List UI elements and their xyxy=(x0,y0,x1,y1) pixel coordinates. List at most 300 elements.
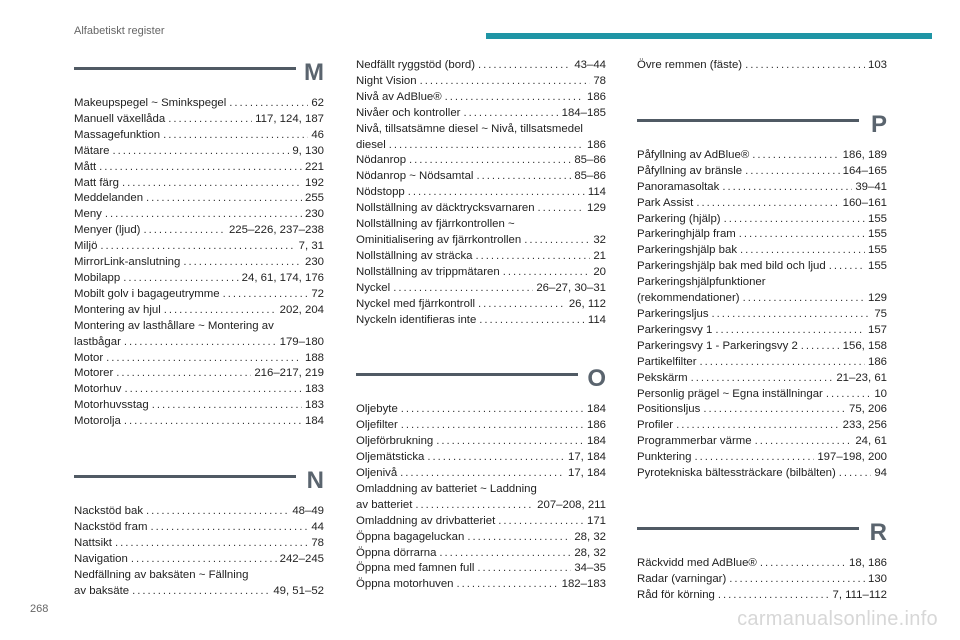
entry-term: Nivå av AdBlue® xyxy=(356,90,442,103)
leader-dots xyxy=(745,58,865,74)
index-entry xyxy=(74,176,324,192)
section-letter: P xyxy=(870,110,887,138)
entry-pages: 114 xyxy=(587,186,606,199)
index-entry xyxy=(637,387,887,403)
leader-dots xyxy=(538,201,584,217)
leader-dots xyxy=(124,414,302,430)
entry-term: Profiler xyxy=(637,419,674,432)
entry-term: Programmerbar värme xyxy=(637,435,752,448)
leader-dots xyxy=(168,112,252,128)
entry-pages: 7, 31 xyxy=(298,240,324,253)
entry-term: Personlig prägel ~ Egna inställningar xyxy=(637,387,823,400)
leader-dots xyxy=(105,207,302,223)
leader-dots xyxy=(801,339,840,355)
leader-dots xyxy=(722,180,852,196)
index-entry xyxy=(356,297,606,313)
entry-term: Parkering (hjälp) xyxy=(637,212,721,225)
entry-pages: 129 xyxy=(867,292,887,305)
index-entry xyxy=(356,530,606,546)
index-entry xyxy=(74,520,324,536)
index-entry xyxy=(356,265,606,281)
leader-dots xyxy=(760,556,846,572)
leader-dots xyxy=(479,313,585,329)
index-entry xyxy=(637,418,887,434)
entry-pages: 129 xyxy=(586,202,606,215)
index-entry xyxy=(356,185,606,201)
entry-pages: 46 xyxy=(311,128,324,141)
leader-dots xyxy=(715,323,865,339)
entry-pages: 186 xyxy=(586,138,606,151)
index-entry xyxy=(356,434,606,450)
entry-pages: 94 xyxy=(874,467,887,480)
entry-term: Positionsljus xyxy=(637,403,701,416)
index-entry xyxy=(74,207,324,223)
entry-term: Nattsikt xyxy=(74,536,112,549)
leader-dots xyxy=(427,450,565,466)
leader-dots xyxy=(229,96,308,112)
index-entry-line: Parkeringshjälpfunktioner xyxy=(637,276,766,289)
leader-dots xyxy=(122,176,302,192)
entry-pages: 24, 61, 174, 176 xyxy=(241,271,324,284)
entry-term: diesel xyxy=(356,138,386,151)
entry-term: Nyckeln identifieras inte xyxy=(356,313,477,326)
index-entry xyxy=(74,191,324,207)
entry-pages: 225–226, 237–238 xyxy=(228,224,324,237)
page-number: 268 xyxy=(30,603,49,615)
entry-term: Menyer (ljud) xyxy=(74,224,141,237)
index-entry-line: Nedfällning av baksäten ~ Fällning xyxy=(74,568,249,581)
entry-term: Nedfällt ryggstöd (bord) xyxy=(356,59,476,71)
leader-dots xyxy=(729,572,865,588)
leader-dots xyxy=(740,243,865,259)
entry-term: Oljefilter xyxy=(356,419,398,432)
entry-term: Nollställning av trippmätaren xyxy=(356,265,500,278)
index-entry-line: Nollställning av fjärrkontrollen ~ xyxy=(356,218,515,231)
section-letter: N xyxy=(306,467,324,495)
entry-pages: 186 xyxy=(867,355,887,368)
leader-dots xyxy=(498,514,584,530)
entry-term: Manuell växellåda xyxy=(74,112,166,125)
index-entry xyxy=(74,223,324,239)
leader-dots xyxy=(408,185,585,201)
entry-pages: 184 xyxy=(586,435,606,448)
entry-pages: 164–165 xyxy=(842,164,887,177)
entry-term: Motorhuvsstag xyxy=(74,399,149,412)
index-entry xyxy=(637,339,887,355)
entry-term: Påfyllning av bränsle xyxy=(637,164,743,177)
leader-dots xyxy=(724,212,865,228)
leader-dots xyxy=(476,249,591,265)
index-entry xyxy=(74,303,324,319)
leader-dots xyxy=(401,402,584,418)
index-entry xyxy=(356,249,606,265)
index-entry xyxy=(74,144,324,160)
leader-dots xyxy=(223,287,309,303)
entry-term: Oljemätsticka xyxy=(356,451,425,464)
index-entry xyxy=(356,466,606,482)
entry-term: Öppna motorhuven xyxy=(356,578,454,591)
header-accent-bar xyxy=(486,33,932,39)
leader-dots xyxy=(124,335,277,351)
index-entry xyxy=(637,259,887,275)
entry-pages: 21 xyxy=(593,249,606,262)
watermark: carmanualsonline.info xyxy=(737,608,938,630)
index-entry xyxy=(637,307,887,323)
section-rule xyxy=(74,67,296,70)
entry-term: Mätare xyxy=(74,144,110,157)
entry-pages: 34–35 xyxy=(574,562,606,575)
section-letter: M xyxy=(304,59,324,86)
index-entry xyxy=(637,572,887,588)
entry-term: Nödstopp xyxy=(356,186,405,199)
entry-term: Motorhuv xyxy=(74,383,122,396)
leader-dots xyxy=(739,227,865,243)
index-entry xyxy=(74,536,324,552)
entry-pages: 43–44 xyxy=(574,59,606,71)
leader-dots xyxy=(143,223,226,239)
entry-pages: 171 xyxy=(586,514,606,527)
entry-pages: 186 xyxy=(586,419,606,432)
leader-dots xyxy=(415,498,534,514)
entry-pages: 26–27, 30–31 xyxy=(536,281,606,294)
index-entry xyxy=(356,153,606,169)
leader-dots xyxy=(439,546,571,562)
leader-dots xyxy=(676,418,840,434)
entry-term: Nollställning av sträcka xyxy=(356,249,473,262)
index-entry xyxy=(356,546,606,562)
leader-dots xyxy=(400,466,565,482)
entry-pages: 184 xyxy=(304,415,324,428)
entry-pages: 75, 206 xyxy=(848,403,887,416)
entry-pages: 230 xyxy=(304,208,324,221)
entry-pages: 28, 32 xyxy=(574,530,606,543)
leader-dots xyxy=(100,239,295,255)
leader-dots xyxy=(829,259,865,275)
entry-term: Oljebyte xyxy=(356,403,398,416)
entry-pages: 155 xyxy=(867,212,887,225)
entry-term: Miljö xyxy=(74,240,98,253)
leader-dots xyxy=(436,434,584,450)
section-rule xyxy=(637,119,859,122)
entry-term: av baksäte xyxy=(74,584,130,597)
entry-term: Parkeringsvy 1 - Parkeringsvy 2 xyxy=(637,339,798,352)
entry-term: Öppna dörrarna xyxy=(356,546,437,559)
index-entry xyxy=(637,196,887,212)
section-spacer xyxy=(74,430,324,466)
entry-term: Meddelanden xyxy=(74,192,144,205)
index-column-1 xyxy=(74,58,324,599)
leader-dots xyxy=(477,561,571,577)
entry-term: Påfyllning av AdBlue® xyxy=(637,148,750,161)
leader-dots xyxy=(700,355,865,371)
leader-dots xyxy=(389,138,584,154)
entry-term: Makeupspegel ~ Sminkspegel xyxy=(74,97,227,109)
section-spacer xyxy=(356,328,606,364)
entry-pages: 255 xyxy=(304,192,324,205)
entry-pages: 10 xyxy=(874,387,887,400)
entry-pages: 157 xyxy=(867,323,887,336)
index-entry xyxy=(356,498,606,514)
entry-pages: 7, 111–112 xyxy=(832,588,887,601)
index-entry xyxy=(356,450,606,466)
index-entry xyxy=(74,382,324,398)
entry-term: lastbågar xyxy=(74,335,121,348)
leader-dots xyxy=(457,577,559,593)
index-entry xyxy=(74,160,324,176)
entry-term: Öppna med famnen full xyxy=(356,562,475,575)
leader-dots xyxy=(467,530,571,546)
index-entry xyxy=(74,552,324,568)
index-entry xyxy=(74,584,324,600)
index-entry xyxy=(74,112,324,128)
entry-term: Oljenivå xyxy=(356,467,398,480)
entry-pages: 72 xyxy=(311,287,324,300)
entry-pages: 75 xyxy=(874,307,887,320)
index-entry xyxy=(74,366,324,382)
entry-term: Nödanrop ~ Nödsamtal xyxy=(356,170,474,183)
entry-pages: 197–198, 200 xyxy=(817,451,887,464)
index-entry xyxy=(74,398,324,414)
index-entry xyxy=(637,212,887,228)
entry-pages: 48–49 xyxy=(292,505,324,518)
index-entry xyxy=(637,371,887,387)
entry-term: Matt färg xyxy=(74,176,119,189)
index-entry-line: Nivå, tillsatsämne diesel ~ Nivå, tillsatsmedel xyxy=(356,122,583,135)
entry-term: Nackstöd fram xyxy=(74,520,148,533)
leader-dots xyxy=(393,281,533,297)
entry-term: Ominitialisering av fjärrkontrollen xyxy=(356,233,522,246)
entry-pages: 20 xyxy=(593,265,606,278)
index-entry xyxy=(356,514,606,530)
index-entry xyxy=(356,74,606,90)
entry-pages: 182–183 xyxy=(561,578,606,591)
index-entry xyxy=(637,180,887,196)
leader-dots xyxy=(463,106,558,122)
entry-term: Pekskärm xyxy=(637,371,688,384)
leader-dots xyxy=(115,536,308,552)
entry-pages: 26, 112 xyxy=(568,297,606,310)
leader-dots xyxy=(146,504,289,520)
entry-term: Nyckel xyxy=(356,281,391,294)
index-entry xyxy=(356,577,606,593)
section-rule xyxy=(637,527,859,530)
entry-pages: 160–161 xyxy=(842,196,887,209)
leader-dots xyxy=(409,153,571,169)
entry-pages: 32 xyxy=(593,233,606,246)
entry-term: Partikelfilter xyxy=(637,355,697,368)
index-entry xyxy=(637,355,887,371)
index-entry xyxy=(637,402,887,418)
index-entry xyxy=(356,418,606,434)
entry-pages: 85–86 xyxy=(574,154,606,167)
section-header xyxy=(356,364,606,398)
index-entry xyxy=(637,243,887,259)
entry-term: Night Vision xyxy=(356,74,417,87)
entry-pages: 78 xyxy=(593,74,606,87)
entry-pages: 202, 204 xyxy=(279,303,324,316)
entry-term: Mått xyxy=(74,160,97,173)
index-column-3 xyxy=(637,58,887,604)
leader-dots xyxy=(106,351,302,367)
leader-dots xyxy=(112,144,289,160)
section-letter: R xyxy=(869,518,887,546)
leader-dots xyxy=(132,584,270,600)
leader-dots xyxy=(718,588,830,604)
index-entry xyxy=(356,233,606,249)
index-entry-line: Omladdning av batteriet ~ Laddning xyxy=(356,482,537,495)
index-entry xyxy=(74,335,324,351)
index-entry-line: Montering av lasthållare ~ Montering av xyxy=(74,319,274,332)
section-spacer xyxy=(637,74,887,110)
entry-pages: 230 xyxy=(304,256,324,269)
entry-term: Råd för körning xyxy=(637,588,715,601)
entry-pages: 184 xyxy=(586,403,606,416)
entry-term: Nyckel med fjärrkontroll xyxy=(356,297,476,310)
leader-dots xyxy=(445,90,584,106)
index-entry xyxy=(356,201,606,217)
index-entry xyxy=(356,402,606,418)
leader-dots xyxy=(163,128,308,144)
entry-term: Panoramasoltak xyxy=(637,180,720,193)
entry-pages: 62 xyxy=(311,97,324,109)
index-entry xyxy=(356,561,606,577)
leader-dots xyxy=(124,382,302,398)
entry-pages: 17, 184 xyxy=(567,467,606,480)
section-header xyxy=(74,466,324,500)
entry-term: Motorolja xyxy=(74,415,121,428)
entry-pages: 155 xyxy=(867,260,887,273)
entry-term: (rekommendationer) xyxy=(637,292,740,305)
section-letter: O xyxy=(587,365,606,393)
entry-pages: 179–180 xyxy=(279,335,324,348)
index-entry xyxy=(637,323,887,339)
section-rule xyxy=(356,373,578,376)
entry-pages: 207–208, 211 xyxy=(537,498,606,511)
leader-dots xyxy=(99,160,302,176)
entry-term: Punktering xyxy=(637,451,692,464)
entry-term: av batteriet xyxy=(356,498,413,511)
index-entry xyxy=(637,466,887,482)
leader-dots xyxy=(524,233,590,249)
index-entry xyxy=(74,255,324,271)
index-entry xyxy=(74,96,324,112)
entry-pages: 221 xyxy=(304,160,324,173)
section-header xyxy=(74,58,324,92)
entry-term: Parkeringsljus xyxy=(637,307,709,320)
leader-dots xyxy=(712,307,872,323)
leader-dots xyxy=(755,434,853,450)
entry-pages: 44 xyxy=(311,520,324,533)
entry-pages: 114 xyxy=(587,313,606,326)
section-header xyxy=(637,110,887,144)
entry-term: Omladdning av drivbatteriet xyxy=(356,514,496,527)
entry-pages: 156, 158 xyxy=(842,339,887,352)
entry-term: Motorer xyxy=(74,367,114,380)
index-entry xyxy=(356,90,606,106)
index-entry xyxy=(637,450,887,466)
leader-dots xyxy=(503,265,591,281)
entry-term: Nivåer och kontroller xyxy=(356,106,461,119)
entry-term: Meny xyxy=(74,208,102,221)
entry-pages: 18, 186 xyxy=(848,556,887,569)
leader-dots xyxy=(476,169,571,185)
entry-pages: 49, 51–52 xyxy=(273,584,324,597)
entry-pages: 186, 189 xyxy=(842,148,887,161)
entry-pages: 183 xyxy=(304,383,324,396)
index-entry xyxy=(637,291,887,307)
leader-dots xyxy=(826,387,871,403)
leader-dots xyxy=(478,58,571,74)
index-entry xyxy=(637,148,887,164)
leader-dots xyxy=(116,366,251,382)
entry-term: Oljeförbrukning xyxy=(356,435,434,448)
leader-dots xyxy=(478,297,566,313)
entry-term: Pyrotekniska bältessträckare (bilbälten) xyxy=(637,467,836,480)
entry-term: Öppna bagageluckan xyxy=(356,530,465,543)
entry-pages: 242–245 xyxy=(279,552,324,565)
entry-term: Navigation xyxy=(74,552,128,565)
leader-dots xyxy=(745,164,840,180)
entry-term: Nollställning av däcktrycksvarnaren xyxy=(356,202,535,215)
leader-dots xyxy=(401,418,584,434)
leader-dots xyxy=(131,552,277,568)
section-spacer xyxy=(637,482,887,518)
index-entry xyxy=(356,169,606,185)
leader-dots xyxy=(694,450,814,466)
entry-pages: 24, 61 xyxy=(855,435,887,448)
entry-term: Övre remmen (fäste) xyxy=(637,59,743,71)
section-rule xyxy=(74,475,296,478)
entry-term: Parkeringshjälp bak med bild och ljud xyxy=(637,260,826,273)
index-entry xyxy=(356,58,606,74)
index-entry xyxy=(637,556,887,572)
leader-dots xyxy=(183,255,302,271)
entry-pages: 28, 32 xyxy=(574,546,606,559)
entry-term: Nackstöd bak xyxy=(74,505,144,518)
index-entry xyxy=(356,106,606,122)
index-column-2 xyxy=(356,58,606,593)
entry-pages: 233, 256 xyxy=(842,419,887,432)
entry-term: Mobilt golv i bagageutrymme xyxy=(74,287,220,300)
entry-term: Parkeringsvy 1 xyxy=(637,323,713,336)
entry-term: Park Assist xyxy=(637,196,694,209)
entry-term: Radar (varningar) xyxy=(637,572,727,585)
index-entry xyxy=(74,287,324,303)
entry-pages: 21–23, 61 xyxy=(836,371,887,384)
entry-pages: 78 xyxy=(311,536,324,549)
leader-dots xyxy=(150,520,308,536)
index-entry xyxy=(356,313,606,329)
leader-dots xyxy=(146,191,302,207)
index-entry xyxy=(637,58,887,74)
entry-term: Massagefunktion xyxy=(74,128,161,141)
leader-dots xyxy=(420,74,591,90)
entry-pages: 216–217, 219 xyxy=(254,367,324,380)
index-entry xyxy=(74,504,324,520)
index-entry xyxy=(637,434,887,450)
entry-term: Räckvidd med AdBlue® xyxy=(637,556,757,569)
entry-pages: 117, 124, 187 xyxy=(255,112,324,125)
entry-pages: 155 xyxy=(867,228,887,241)
entry-pages: 186 xyxy=(586,90,606,103)
leader-dots xyxy=(123,271,238,287)
entry-pages: 85–86 xyxy=(574,170,606,183)
index-entry xyxy=(74,414,324,430)
header-title: Alfabetiskt register xyxy=(74,25,165,37)
entry-pages: 17, 184 xyxy=(567,451,606,464)
leader-dots xyxy=(703,402,846,418)
leader-dots xyxy=(696,196,839,212)
